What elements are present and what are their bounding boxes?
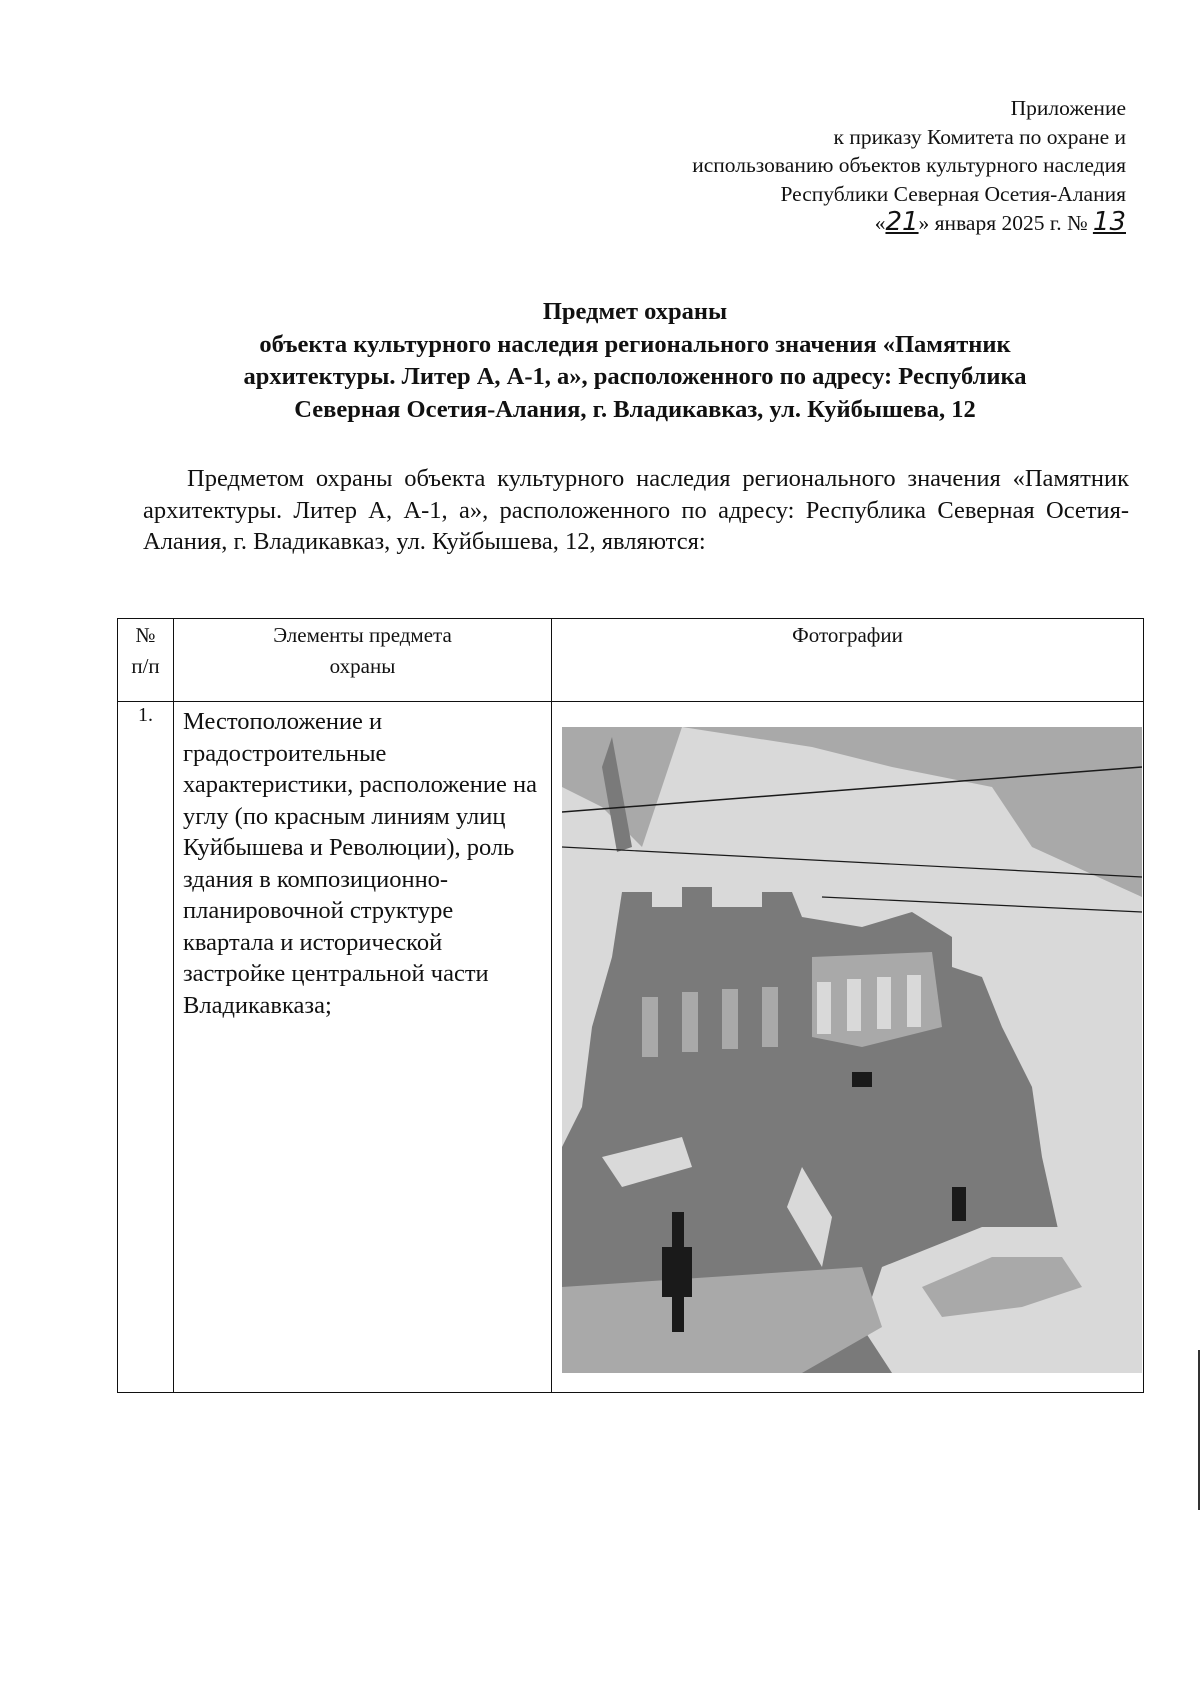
date-open-quote: « — [874, 211, 886, 235]
header-photos: Фотографии — [552, 619, 1144, 702]
building-photo — [562, 727, 1142, 1373]
title-line-4: Северная Осетия-Алания, г. Владикавказ, ул. Куйбышева, 12 — [294, 395, 976, 423]
row-photo-cell — [552, 702, 1144, 1393]
appendix-republic: Республики Северная Осетия-Алания — [780, 181, 1126, 206]
title-line-3: архитектуры. Литер А, А-1, а», расположенного по адресу: Республика — [243, 363, 1027, 390]
table-row — [118, 702, 1144, 1393]
date-day-handwritten: 21 — [885, 207, 919, 237]
title-line-1: Предмет охраны — [542, 298, 728, 325]
appendix-block — [566, 94, 1126, 238]
header-elements-line-2: охраны — [329, 654, 396, 678]
appendix-date-line — [566, 208, 1126, 238]
header-elements-line-1: Элементы предмета — [273, 623, 452, 647]
title-line-2: объекта культурного наследия регионального значения «Памятник — [259, 330, 1011, 358]
appendix-committee: использованию объектов культурного наследия — [692, 153, 1126, 177]
appendix-order-ref: к приказу Комитета по охране и — [833, 124, 1126, 149]
document-title — [120, 296, 1150, 426]
header-num-sign: № — [135, 623, 156, 647]
order-number-handwritten: 13 — [1092, 207, 1126, 237]
row-number: 1. — [118, 702, 174, 1393]
header-num-abbr: п/п — [131, 654, 160, 678]
table-header-row — [118, 619, 1144, 702]
date-rest: » января 2025 г. № — [918, 211, 1088, 235]
building-photo-image — [562, 727, 1142, 1373]
header-elements — [174, 619, 552, 702]
appendix-label: Приложение — [1010, 96, 1126, 120]
protection-elements-table — [117, 618, 1144, 1393]
header-num — [118, 619, 174, 702]
intro-paragraph: Предметом охраны объекта культурного наследия регионального значения «Памятник архитектуры. Литер А, А-1, а», расположенного по адресу: Республика Северная Осетия-Алания, г. Владикавказ, ул. Куйбышева, 12, являются: — [143, 465, 1129, 555]
row-element-text: Местоположение и градостроительные характеристики, расположение на углу (по красным линиям улиц Куйбышева и Революции), роль здания в композиционно-планировочной структуре квартала и исторической застройке центральной части Владикавказа; — [174, 702, 552, 1393]
